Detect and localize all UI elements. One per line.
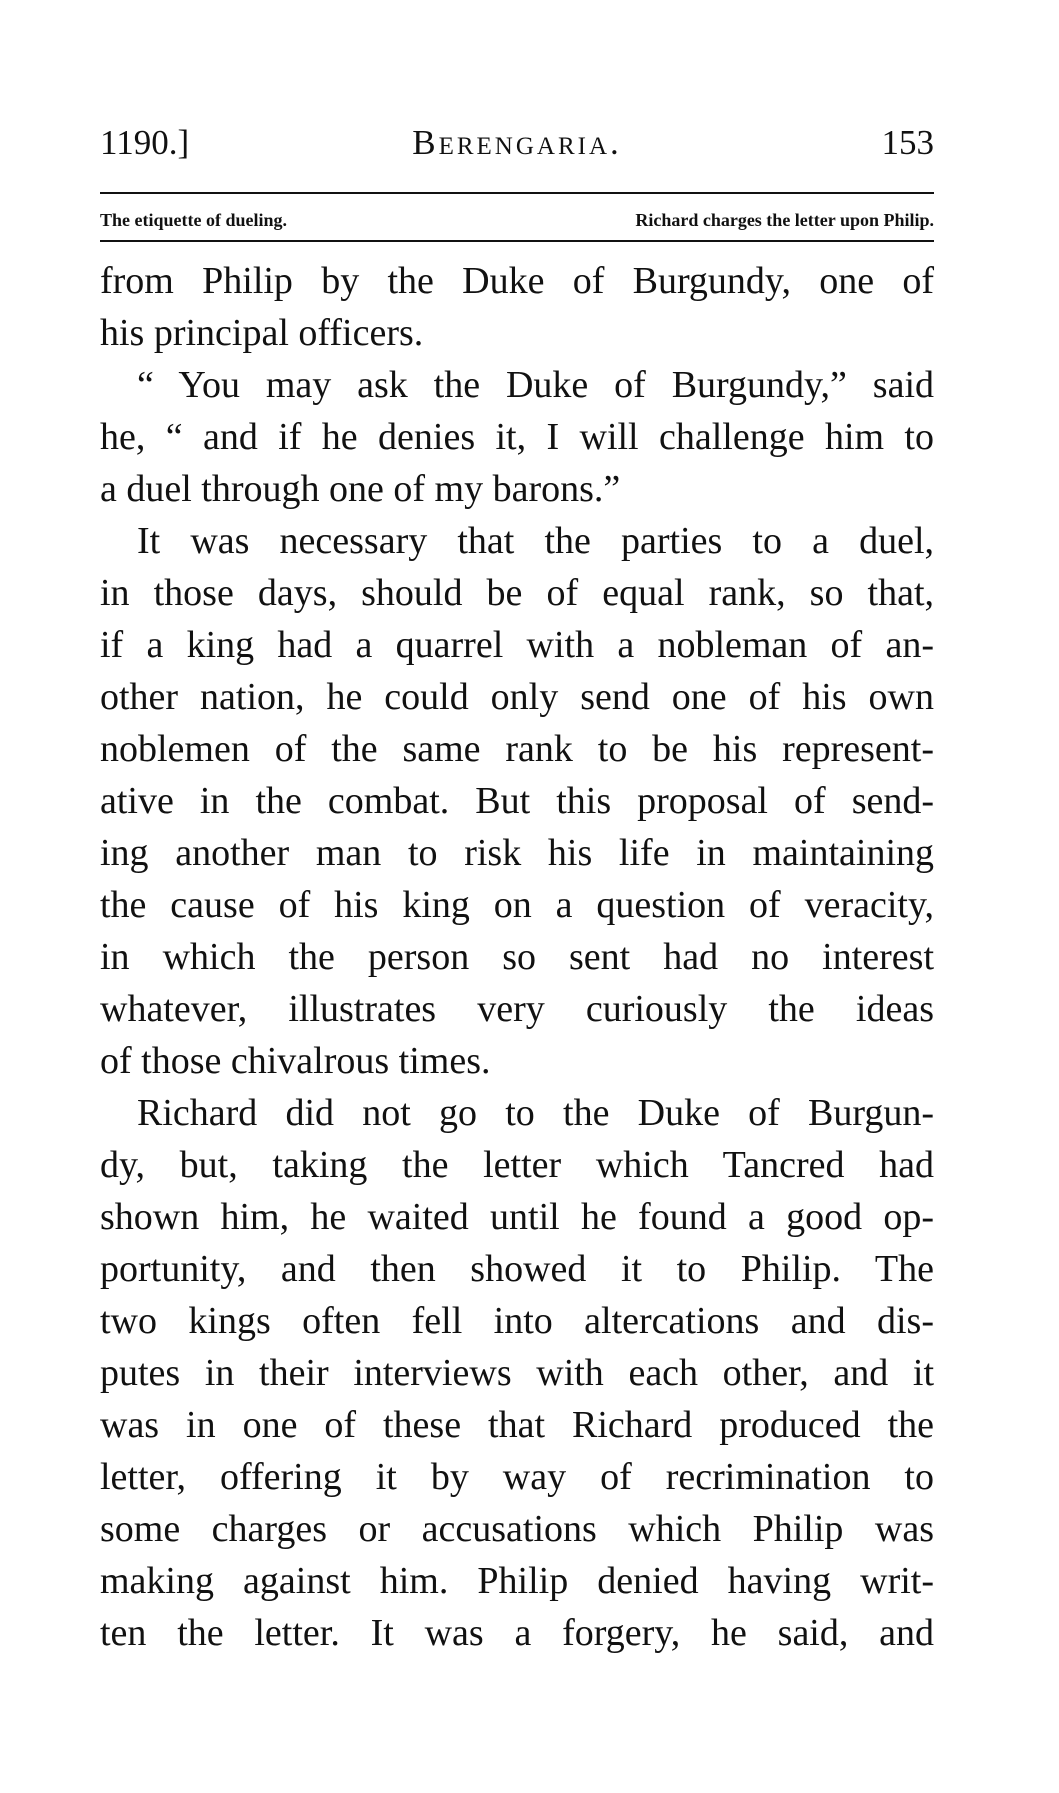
text-line: putes in their interviews with each other, and it (100, 1352, 934, 1394)
text-line: two kings often fell into altercations and dis- (100, 1300, 934, 1342)
header-year: 1190.] (100, 123, 190, 162)
page-number: 153 (881, 123, 934, 162)
text-line: his principal officers. (100, 312, 424, 354)
side-head-right: Richard charges the letter upon Philip. (635, 210, 934, 230)
text-line: letter, offering it by way of recrimination to (100, 1456, 934, 1498)
text-line: in those days, should be of equal rank, so that, (100, 572, 934, 614)
text-line: in which the person so sent had no interest (100, 936, 934, 978)
body-text (100, 255, 934, 1659)
running-head (100, 118, 934, 168)
text-line: a duel through one of my barons.” (100, 468, 621, 510)
text-line: whatever, illustrates very curiously the ideas (100, 988, 934, 1030)
text-line: ing another man to risk his life in maintaining (100, 832, 934, 874)
text-line: shown him, he waited until he found a good op- (100, 1196, 934, 1238)
text-line: noblemen of the same rank to be his represent- (100, 728, 934, 770)
text-line: portunity, and then showed it to Philip. The (100, 1248, 934, 1290)
text-line: ten the letter. It was a forgery, he said, and (100, 1612, 934, 1654)
text-line: was in one of these that Richard produced the (100, 1404, 934, 1446)
text-line: the cause of his king on a question of veracity, (100, 884, 934, 926)
text-line: It was necessary that the parties to a duel, (137, 520, 934, 562)
text-line: “ You may ask the Duke of Burgundy,” said (137, 364, 934, 406)
text-line: Richard did not go to the Duke of Burgun- (137, 1092, 934, 1134)
header-rule-top (100, 192, 934, 194)
text-line: other nation, he could only send one of his own (100, 676, 934, 718)
text-line: he, “ and if he denies it, I will challenge him to (100, 416, 934, 458)
header-rule-bottom (100, 240, 934, 242)
text-line: if a king had a quarrel with a nobleman of an- (100, 624, 934, 666)
text-line: of those chivalrous times. (100, 1040, 491, 1082)
text-line: from Philip by the Duke of Burgundy, one of (100, 260, 934, 302)
header-title: Berengaria. (412, 123, 622, 162)
text-line: making against him. Philip denied having writ- (100, 1560, 934, 1602)
text-line: ative in the combat. But this proposal of send- (100, 780, 934, 822)
text-line: some charges or accusations which Philip was (100, 1508, 934, 1550)
side-heads (100, 205, 934, 235)
text-line: dy, but, taking the letter which Tancred had (100, 1144, 934, 1186)
side-head-left: The etiquette of dueling. (100, 210, 287, 230)
